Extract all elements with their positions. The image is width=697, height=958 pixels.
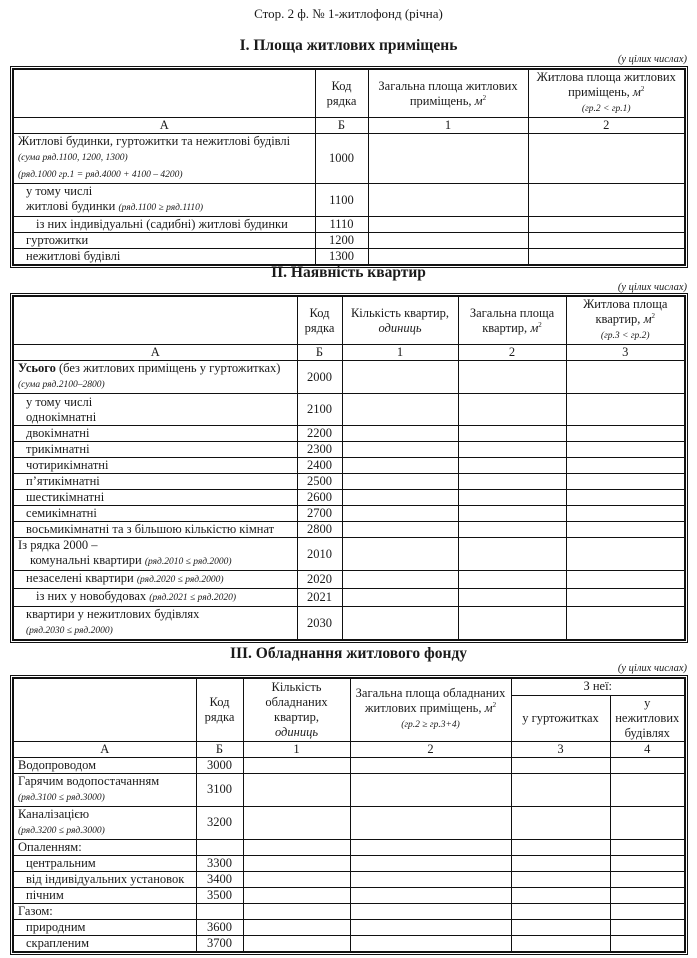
input-cell[interactable] [610, 871, 685, 887]
input-cell[interactable] [528, 134, 685, 184]
input-cell[interactable] [342, 474, 458, 490]
input-cell[interactable] [528, 217, 685, 233]
input-cell[interactable] [342, 394, 458, 426]
input-cell[interactable] [528, 233, 685, 249]
row-label: центральним [13, 855, 196, 871]
row-label-text: Житлові будинки, гуртожитки та нежитлові будівлі [18, 134, 291, 148]
input-cell[interactable] [511, 903, 610, 919]
input-cell[interactable] [243, 903, 350, 919]
row-label: семикімнатні [13, 506, 297, 522]
header-col1-text: Кількість обладнаних квартир, [265, 679, 328, 724]
row-label: шестикімнатні [13, 490, 297, 506]
input-cell[interactable] [243, 935, 350, 952]
input-cell[interactable] [566, 522, 685, 538]
input-cell[interactable] [458, 458, 566, 474]
row-code: 2400 [297, 458, 342, 474]
input-cell[interactable] [566, 458, 685, 474]
input-cell[interactable] [342, 442, 458, 458]
row-code: 1200 [315, 233, 368, 249]
input-cell[interactable] [458, 490, 566, 506]
table-row [13, 506, 685, 522]
header-col3: Житлова площа квартир, $м^2$ (гр.3 < гр.2) [566, 296, 685, 345]
row-label-text: житлові будинки [26, 199, 116, 213]
row-code: 3100 [196, 773, 243, 806]
input-cell[interactable] [342, 361, 458, 394]
input-cell[interactable] [566, 394, 685, 426]
table-row [13, 538, 685, 571]
row-code: 1000 [315, 134, 368, 184]
input-cell[interactable] [368, 233, 528, 249]
input-cell[interactable] [350, 757, 511, 773]
header-col2-text: Житлова площа житлових приміщень, [536, 70, 676, 99]
row-label: гуртожитки [13, 233, 315, 249]
header-col1-unit: одиниць [378, 320, 422, 335]
row-label: пічним [13, 887, 196, 903]
header-label-blank [13, 69, 315, 118]
table-row [13, 839, 685, 855]
input-cell[interactable] [350, 935, 511, 952]
input-cell[interactable] [610, 855, 685, 871]
table-row [13, 607, 685, 641]
row-code: 2700 [297, 506, 342, 522]
row-label-text: незаселені квартири [26, 571, 134, 585]
table-row [13, 571, 685, 589]
header-col3-unit: м [643, 312, 652, 326]
index-a: А [13, 741, 196, 757]
row-code: 2600 [297, 490, 342, 506]
row-note: (ряд.2020 ≤ ряд.2000) [136, 575, 224, 585]
table-row [13, 757, 685, 773]
row-label-text: (без житлових приміщень у гуртожитках) [58, 361, 281, 375]
header-col2-text: Загальна площа обладнаних житлових приміщень, [355, 686, 506, 716]
input-cell[interactable] [511, 871, 610, 887]
input-cell[interactable] [350, 855, 511, 871]
index-2: 2 [458, 345, 566, 361]
input-cell[interactable] [566, 506, 685, 522]
header-code: Код рядка [196, 678, 243, 741]
input-cell[interactable] [243, 855, 350, 871]
table-row [13, 217, 685, 233]
header-col2: Загальна площа обладнаних житлових приміщень, $м^2$ (гр.2 ≥ гр.3+4) [350, 678, 511, 741]
header-col1-text: Кількість квартир, [350, 305, 450, 320]
row-code: 3600 [196, 919, 243, 935]
input-cell[interactable] [566, 361, 685, 394]
row-label-text: комунальні квартири [30, 553, 142, 567]
header-col1-text: Загальна площа житлових приміщень, [378, 78, 518, 108]
row-note: (ряд.2030 ≤ ряд.2000) [26, 626, 113, 636]
input-cell[interactable] [350, 806, 511, 839]
table-row [13, 887, 685, 903]
row-note: (ряд.1100 ≥ ряд.1110) [118, 203, 204, 213]
header-col2: Загальна площа квартир, $м^2$ [458, 296, 566, 345]
input-cell[interactable] [350, 839, 511, 855]
row-label: із них індивідуальні (садибні) житлові будинки [13, 217, 315, 233]
row-code: 3400 [196, 871, 243, 887]
row-label: Газом: [13, 903, 196, 919]
input-cell[interactable] [342, 522, 458, 538]
row-code [196, 903, 243, 919]
row-label: п’ятикімнатні [13, 474, 297, 490]
row-label [13, 571, 297, 589]
table-row [13, 589, 685, 607]
input-cell[interactable] [511, 935, 610, 952]
header-label-blank [13, 678, 196, 741]
section1-title: I. Площа житлових приміщень [239, 37, 458, 54]
input-cell[interactable] [610, 935, 685, 952]
input-cell[interactable] [610, 773, 685, 806]
header-col2-note: (гр.2 < гр.1) [581, 104, 631, 114]
table-row [13, 773, 685, 806]
row-note: (ряд.3100 ≤ ряд.3000) [18, 792, 105, 803]
section1-table-frame [10, 66, 688, 268]
index-b: Б [297, 345, 342, 361]
section3-table [12, 677, 686, 953]
input-cell[interactable] [610, 839, 685, 855]
input-cell[interactable] [342, 571, 458, 589]
input-cell[interactable] [610, 919, 685, 935]
input-cell[interactable] [566, 571, 685, 589]
header-col1-unit: м [474, 93, 483, 108]
input-cell[interactable] [528, 184, 685, 217]
index-2: 2 [350, 741, 511, 757]
input-cell[interactable] [342, 506, 458, 522]
input-cell[interactable] [243, 871, 350, 887]
table-row [13, 903, 685, 919]
input-cell[interactable] [458, 538, 566, 571]
row-label [13, 134, 315, 184]
input-cell[interactable] [458, 522, 566, 538]
header-col4: у нежитлових будівлях [610, 695, 685, 741]
input-cell[interactable] [566, 490, 685, 506]
table-row [13, 935, 685, 952]
index-3: 3 [511, 741, 610, 757]
input-cell[interactable] [458, 361, 566, 394]
row-code: 1110 [315, 217, 368, 233]
header-code: Код рядка [315, 69, 368, 118]
header-col3-note: (гр.3 < гр.2) [600, 331, 650, 341]
input-cell[interactable] [342, 607, 458, 641]
input-cell[interactable] [350, 887, 511, 903]
input-cell[interactable] [610, 757, 685, 773]
input-cell[interactable] [243, 919, 350, 935]
row-label [13, 538, 297, 571]
row-label: двокімнатні [13, 426, 297, 442]
input-cell[interactable] [458, 394, 566, 426]
row-label-text: квартири у нежитлових будівлях [26, 607, 200, 621]
row-label: Водопроводом [13, 757, 196, 773]
row-code: 3300 [196, 855, 243, 871]
input-cell[interactable] [458, 571, 566, 589]
index-a: А [13, 345, 297, 361]
index-b: Б [315, 118, 368, 134]
row-code: 2000 [297, 361, 342, 394]
row-label: нежитлові будівлі [13, 249, 315, 266]
table-row [13, 474, 685, 490]
header-col2-note: (гр.2 ≥ гр.3+4) [401, 720, 460, 731]
row-label [13, 806, 196, 839]
input-cell[interactable] [566, 442, 685, 458]
row-label-text: із них у новобудовах [36, 589, 147, 603]
row-code: 2020 [297, 571, 342, 589]
table-row [13, 134, 685, 184]
section2-table-frame [10, 293, 688, 643]
row-note: (сума ряд.2100–2800) [18, 380, 105, 390]
input-cell[interactable] [243, 839, 350, 855]
header-col2-unit: м [530, 320, 539, 335]
row-label-text: Каналізацією [18, 806, 90, 821]
input-cell[interactable] [342, 458, 458, 474]
table-row [13, 361, 685, 394]
input-cell[interactable] [458, 506, 566, 522]
input-cell[interactable] [610, 887, 685, 903]
row-note: (сума ряд.1100, 1200, 1300) [18, 153, 128, 163]
header-col1 [243, 678, 350, 741]
table-row [13, 249, 685, 266]
row-code: 3200 [196, 806, 243, 839]
row-label-bold: Усього [18, 361, 56, 375]
index-3: 3 [566, 345, 685, 361]
input-cell[interactable] [342, 490, 458, 506]
row-code: 2021 [297, 589, 342, 607]
input-cell[interactable] [511, 919, 610, 935]
row-code: 3500 [196, 887, 243, 903]
header-col1-unit: одиниць [274, 724, 319, 739]
row-code: 3700 [196, 935, 243, 952]
input-cell[interactable] [528, 249, 685, 266]
input-cell[interactable] [566, 589, 685, 607]
header-code: Код рядка [297, 296, 342, 345]
row-code: 2010 [297, 538, 342, 571]
section2-table [12, 295, 686, 641]
row-code: 1100 [315, 184, 368, 217]
table-row [13, 522, 685, 538]
input-cell[interactable] [511, 855, 610, 871]
input-cell[interactable] [458, 474, 566, 490]
input-cell[interactable] [350, 903, 511, 919]
row-label: восьмикімнатні та з більшою кількістю кімнат [13, 522, 297, 538]
table-row [13, 871, 685, 887]
input-cell[interactable] [243, 757, 350, 773]
input-cell[interactable] [368, 184, 528, 217]
header-col1 [342, 296, 458, 345]
page-header: Стор. 2 ф. № 1-житлофонд (річна) [254, 6, 443, 21]
row-label [13, 394, 297, 426]
input-cell[interactable] [243, 773, 350, 806]
header-col3-text: Житлова площа квартир, [583, 297, 668, 326]
row-label: скрапленим [13, 935, 196, 952]
row-note: (ряд.3200 ≤ ряд.3000) [18, 825, 105, 836]
index-1: 1 [243, 741, 350, 757]
input-cell[interactable] [511, 773, 610, 806]
input-cell[interactable] [511, 757, 610, 773]
row-note: (ряд.2010 ≤ ряд.2000) [144, 557, 232, 567]
row-code: 1300 [315, 249, 368, 266]
input-cell[interactable] [368, 249, 528, 266]
input-cell[interactable] [368, 134, 528, 184]
table-row [13, 919, 685, 935]
header-col2-text: Загальна площа квартир, [469, 305, 555, 335]
input-cell[interactable] [342, 538, 458, 571]
input-cell[interactable] [566, 426, 685, 442]
table-row [13, 426, 685, 442]
header-col1: Загальна площа житлових приміщень, $м^2$ [368, 69, 528, 118]
row-label [13, 184, 315, 217]
row-label: природним [13, 919, 196, 935]
row-code: 2100 [297, 394, 342, 426]
input-cell[interactable] [511, 887, 610, 903]
input-cell[interactable] [458, 426, 566, 442]
input-cell[interactable] [458, 589, 566, 607]
index-4: 4 [610, 741, 685, 757]
header-label-blank [13, 296, 297, 345]
table-row [13, 184, 685, 217]
input-cell[interactable] [368, 217, 528, 233]
row-label-pre: у тому числі [26, 394, 93, 409]
table-row [13, 458, 685, 474]
table-row [13, 394, 685, 426]
header-col2-unit: м [632, 85, 641, 99]
section2-units-note: (у цілих числах) [617, 282, 687, 293]
header-col2: Житлова площа житлових приміщень, $м^2$ (гр.2 < гр.1) [528, 69, 685, 118]
index-2: 2 [528, 118, 685, 134]
table-row [13, 490, 685, 506]
row-code: 2300 [297, 442, 342, 458]
index-1: 1 [342, 345, 458, 361]
table-row [13, 855, 685, 871]
table-row [13, 233, 685, 249]
header-col3: у гуртожитках [511, 695, 610, 741]
row-label-pre: Із рядка 2000 – [18, 538, 98, 552]
input-cell[interactable] [458, 607, 566, 641]
row-label-text: Гарячим водопостачанням [18, 773, 160, 788]
input-cell[interactable] [566, 474, 685, 490]
input-cell[interactable] [511, 839, 610, 855]
input-cell[interactable] [243, 887, 350, 903]
row-code [196, 839, 243, 855]
row-label-pre: у тому числі [26, 184, 93, 198]
input-cell[interactable] [610, 903, 685, 919]
row-label: трикімнатні [13, 442, 297, 458]
table-row [13, 442, 685, 458]
header-group: З неї: [511, 678, 685, 695]
header-col2-unit: м [484, 701, 493, 716]
section3-title: III. Обладнання житлового фонду [229, 645, 468, 662]
row-code: 2800 [297, 522, 342, 538]
section3-units-note: (у цілих числах) [617, 663, 687, 674]
row-label: від індивідуальних установок [13, 871, 196, 887]
input-cell[interactable] [511, 806, 610, 839]
input-cell[interactable] [342, 426, 458, 442]
row-note: (ряд.1000 гр.1 = ряд.4000 + 4100 – 4200) [18, 170, 183, 180]
input-cell[interactable] [566, 538, 685, 571]
row-code: 2500 [297, 474, 342, 490]
row-label [13, 607, 297, 641]
input-cell[interactable] [243, 806, 350, 839]
row-code: 2030 [297, 607, 342, 641]
section2-title: II. Наявність квартир [271, 264, 426, 281]
input-cell[interactable] [566, 607, 685, 641]
input-cell[interactable] [350, 871, 511, 887]
index-1: 1 [368, 118, 528, 134]
table-row [13, 806, 685, 839]
input-cell[interactable] [458, 442, 566, 458]
index-a: А [13, 118, 315, 134]
row-label: чотирикімнатні [13, 458, 297, 474]
input-cell[interactable] [342, 589, 458, 607]
row-label [13, 361, 297, 394]
row-note: (ряд.2021 ≤ ряд.2020) [149, 593, 237, 603]
section1-units-note: (у цілих числах) [617, 54, 687, 65]
row-label: Опаленням: [13, 839, 196, 855]
input-cell[interactable] [350, 919, 511, 935]
section3-table-frame [10, 675, 688, 955]
index-b: Б [196, 741, 243, 757]
row-code: 2200 [297, 426, 342, 442]
row-label [13, 589, 297, 607]
row-label-text: однокімнатні [26, 409, 97, 424]
row-label [13, 773, 196, 806]
section1-table [12, 68, 686, 266]
input-cell[interactable] [350, 773, 511, 806]
row-code: 3000 [196, 757, 243, 773]
input-cell[interactable] [610, 806, 685, 839]
